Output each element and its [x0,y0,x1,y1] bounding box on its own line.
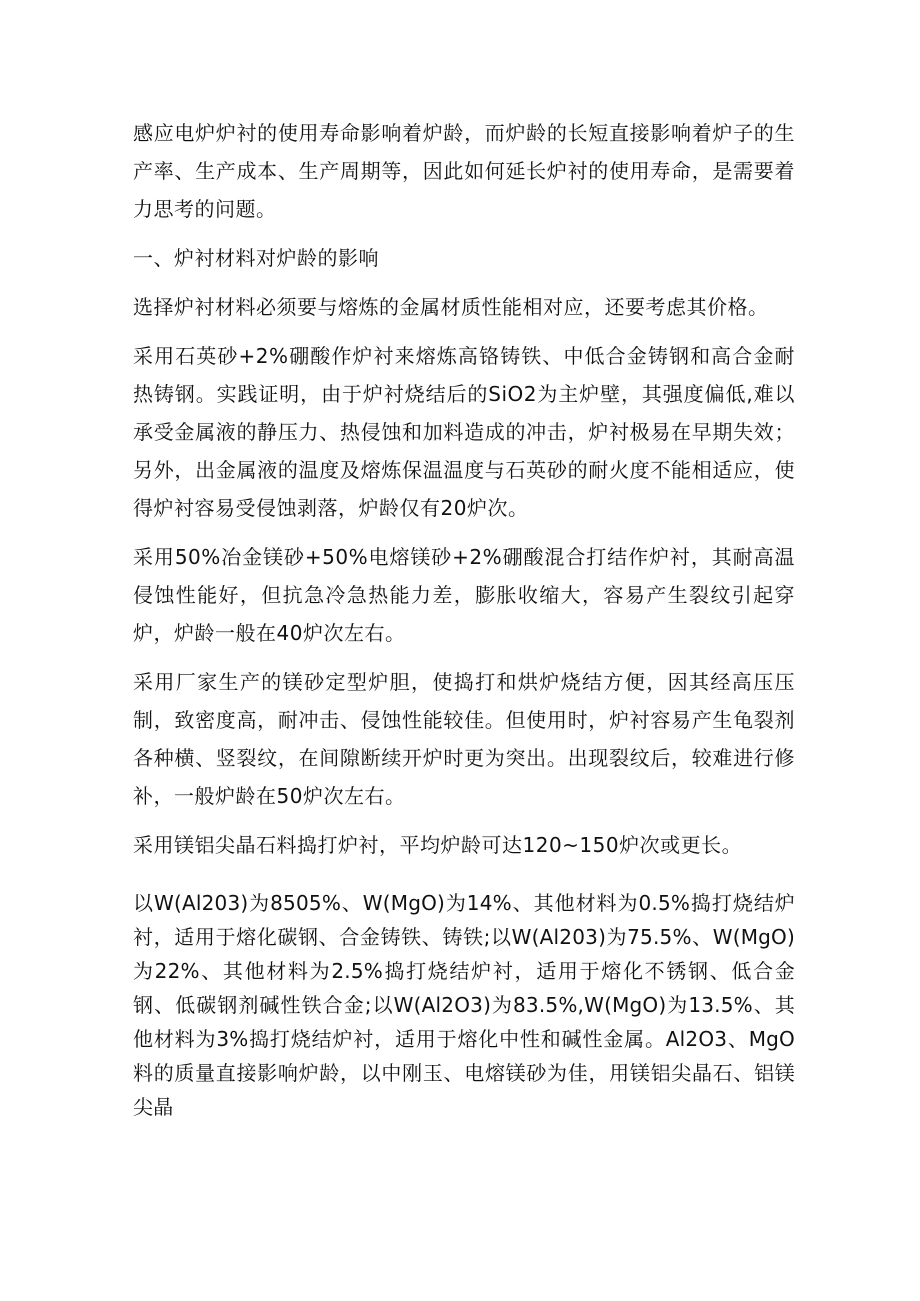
paragraph-magnesia-crucible: 采用厂家生产的镁砂定型炉胆，使捣打和烘炉烧结方便，因其经高压压制，致密度高，耐冲击、侵蚀性能较佳。但使用时，炉衬容易产生龟裂剂各种横、竖裂纹，在间隙断续开炉时更为突出。出现裂纹后，较难进行修补，一般炉龄在50炉次左右。 [133,670,795,808]
paragraph-spinel: 采用镁铝尖晶石料捣打炉衬，平均炉龄可达120~150炉次或更长。 [133,833,743,857]
paragraph-material-selection: 选择炉衬材料必须要与熔炼的金属材质性能相对应，还要考虑其价格。 [133,295,769,319]
paragraph-quartz-sand: 采用石英砂+2%硼酸作炉衬来熔炼高铬铸铁、中低合金铸钢和高合金耐热铸钢。实践证明，由于炉衬烧结后的SiO2为主炉壁，其强度偏低,难以承受金属液的静压力、热侵蚀和加料造成的冲击，炉衬极易在早期失效；另外，出金属液的温度及熔炼保温温度与石英砂的耐火度不能相适应，使得炉衬容易受侵蚀剥落，炉龄仅有20炉次。 [133,344,795,520]
document-body [133,114,795,1124]
section-heading: 一、炉衬材料对炉龄的影响 [133,246,379,270]
paragraph-intro: 感应电炉炉衬的使用寿命影响着炉龄，而炉龄的长短直接影响着炉子的生产率、生产成本、生产周期等，因此如何延长炉衬的使用寿命，是需要着力思考的问题。 [133,121,795,221]
paragraph-composition: 以W(Al203)为8505%、W(MgO)为14%、其他材料为0.5%捣打烧结炉衬，适用于熔化碳钢、合金铸铁、铸铁;以W(Al203)为75.5%、W(MgO)为22%、其他材料为2.5%捣打烧结炉衬，适用于熔化不锈钢、低合金钢、低碳钢剂碱性铁合金;以W(Al2O3)为83.5%,W(MgO)为13.5%、其他材料为3%捣打烧结炉衬，适用于熔化中性和碱性金属。Al2O3、MgO料的质量直接影响炉龄，以中刚玉、电熔镁砂为佳，用镁铝尖晶石、铝镁尖晶 [133,891,795,1119]
paragraph-magnesia-mix: 采用50%冶金镁砂+50%电熔镁砂+2%硼酸混合打结作炉衬，其耐高温侵蚀性能好，但抗急冷急热能力差，膨胀收缩大，容易产生裂纹引起穿炉，炉龄一般在40炉次左右。 [133,545,795,645]
